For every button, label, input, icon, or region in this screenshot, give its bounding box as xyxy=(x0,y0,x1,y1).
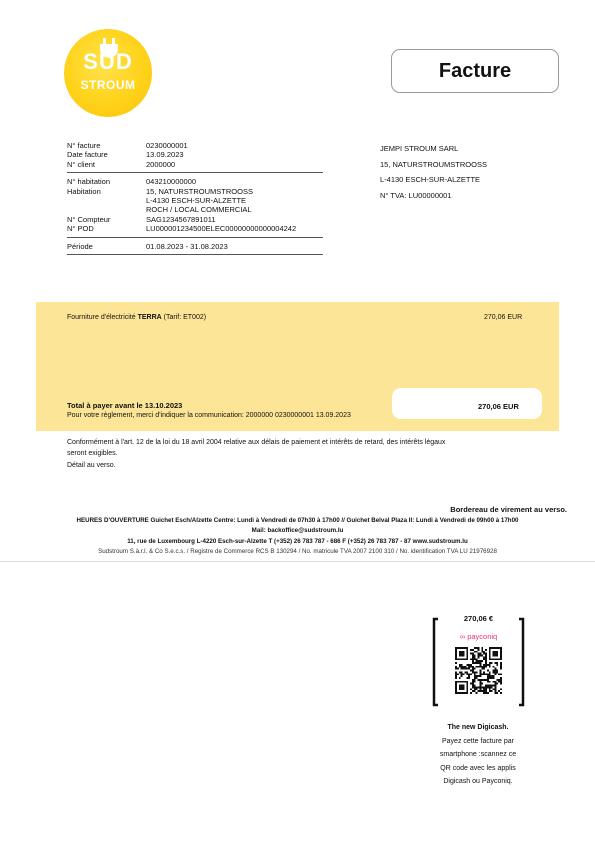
supply-amount: 270,06 EUR xyxy=(484,314,523,321)
recipient-vat: N° TVA: LU00000001 xyxy=(380,190,452,200)
info-value: 0230000001 xyxy=(146,141,188,150)
recipient-street: 15, NATURSTROUMSTROOSS xyxy=(380,159,487,169)
digicash-info xyxy=(418,721,538,789)
info-value: 13.09.2023 xyxy=(146,150,184,160)
payconiq-logo xyxy=(432,632,525,641)
info-label: Période xyxy=(67,241,93,251)
bordereau-note: Bordereau de virement au verso. xyxy=(450,505,567,514)
info-value: 15, NATURSTROUMSTROOSS L-4130 ESCH-SUR-ALZETTE ROCH / LOCAL COMMERCIAL xyxy=(146,186,253,215)
logo-text-sud: SÜD xyxy=(83,49,133,74)
info-group-site xyxy=(67,177,323,233)
digicash-title: The new Digicash. xyxy=(447,724,509,731)
company-address: 11, rue de Luxembourg L-4220 Esch-sur-Alzette T (+352) 26 783 787 - 686 F (+352) 26 783 787 - 87 www.sudstroum.lu xyxy=(127,538,468,545)
info-row xyxy=(67,177,323,186)
payconiq-label: payconiq xyxy=(467,632,498,641)
total-amount: 270,06 EUR xyxy=(478,402,519,411)
info-label: N° habitation xyxy=(67,177,111,187)
info-label: N° client xyxy=(67,159,96,169)
info-row xyxy=(67,242,323,251)
digicash-line: Digicash ou Payconiq. xyxy=(443,778,513,785)
company-registry: Sudstroum S.à.r.l. & Co S.e.c.s. / Registre de Commerce RCS B 130294 / No. matricule TVA 2007 2100 310 / No. identification TVA LU 21976928 xyxy=(98,548,497,555)
info-label: N° POD xyxy=(67,224,94,234)
info-row xyxy=(67,187,323,215)
digicash-line: QR code avec les applis xyxy=(440,764,516,772)
perforation-line xyxy=(0,561,595,562)
divider xyxy=(67,172,323,173)
info-value: SAG1234567891011 xyxy=(146,214,216,224)
info-group-period xyxy=(67,242,323,251)
supply-product: TERRA xyxy=(137,314,162,321)
recipient-city: L-4130 ESCH-SUR-ALZETTE xyxy=(380,175,481,185)
info-label: Date facture xyxy=(67,150,108,160)
info-row xyxy=(67,160,323,169)
qr-amount: 270,06 € xyxy=(463,614,494,623)
legal-line: Détail au verso. xyxy=(67,461,116,469)
payment-communication: Pour votre règlement, merci d'indiquer la communication: 2000000 0230000001 13.09.2023 xyxy=(67,412,351,419)
legal-line: seront exigibles. xyxy=(67,450,118,458)
contact-mail[interactable]: Mail: backoffice@sudstroum.lu xyxy=(251,527,344,534)
info-label: N° facture xyxy=(67,141,101,150)
divider xyxy=(67,237,323,238)
info-label: N° Compteur xyxy=(67,214,111,224)
info-value: 01.08.2023 - 31.08.2023 xyxy=(146,241,228,251)
info-row xyxy=(67,141,323,150)
legal-line: Conformément à l'art. 12 de la loi du 18 avril 2004 relative aux délais de paiement et intérêts de retard, des intérêts légaux xyxy=(67,439,446,446)
opening-hours: HEURES D'OUVERTURE Guichet Esch/Alzette Centre: Lundi à Vendredi de 07h30 à 17h00 // Guichet Belval Plaza II: Lundi à Vendredi de 09h00 à 17h00 xyxy=(76,517,519,524)
info-value: LU000001234500ELEC00000000000004242 xyxy=(146,224,297,234)
info-group-invoice xyxy=(67,141,323,169)
digicash-line: smartphone :scannez ce xyxy=(439,751,517,758)
recipient-name: JEMPI STROUM SARL xyxy=(380,144,459,153)
legal-notice xyxy=(67,437,527,471)
digicash-line: Payez cette facture par xyxy=(442,737,514,745)
total-amount-box xyxy=(392,388,542,419)
info-row xyxy=(67,150,323,159)
payconiq-icon: ∞ xyxy=(459,632,468,641)
info-row xyxy=(67,224,323,233)
info-value: 043210000000 xyxy=(146,177,197,187)
info-value: 2000000 xyxy=(146,159,176,169)
supply-tariff: (Tarif: ET002) xyxy=(161,314,207,321)
invoice-info xyxy=(67,141,323,259)
recipient-address xyxy=(380,141,487,203)
supply-line xyxy=(67,314,206,321)
document-title: Facture xyxy=(391,49,559,93)
supply-label: Fourniture d'électricité xyxy=(67,314,138,321)
info-row xyxy=(67,215,323,224)
info-label: Habitation xyxy=(67,186,101,196)
total-label: Total à payer avant le 13.10.2023 xyxy=(67,401,183,410)
divider xyxy=(67,254,323,255)
logo-text-stroum: STROUM xyxy=(80,78,136,92)
qr-code[interactable] xyxy=(455,647,502,694)
